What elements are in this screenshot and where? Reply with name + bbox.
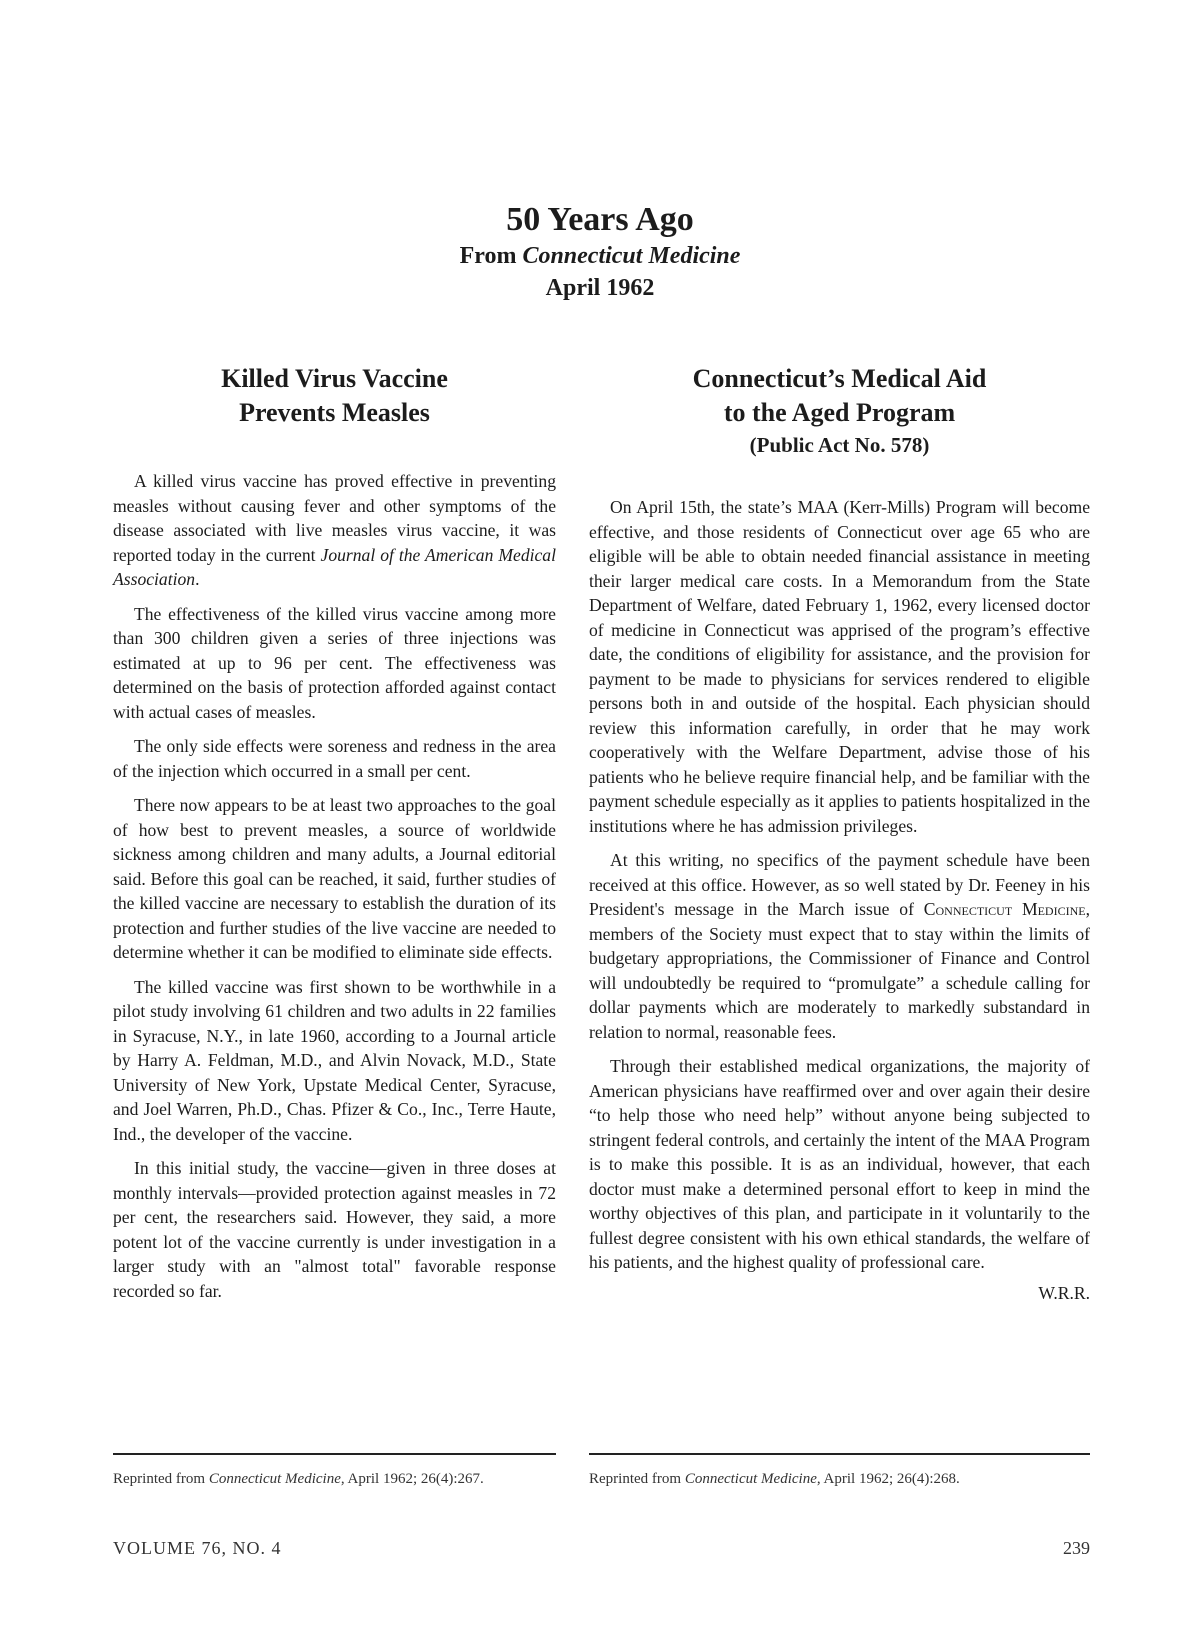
- left-reprint-prefix: Reprinted from: [113, 1471, 209, 1487]
- left-reprint-note: [113, 1471, 484, 1488]
- left-heading-line2: Prevents Measles: [239, 398, 430, 427]
- source-journal: Connecticut Medicine: [522, 243, 741, 269]
- right-footnote-divider: [589, 1453, 1090, 1455]
- right-heading-line1: Connecticut’s Medical Aid: [692, 364, 987, 393]
- signature: W.R.R.: [1038, 1282, 1090, 1303]
- left-footnote-divider: [113, 1453, 556, 1455]
- page-header: [0, 200, 1200, 304]
- right-reprint-suffix: , April 1962; 26(4):268.: [816, 1471, 960, 1487]
- left-reprint-suffix: , April 1962; 26(4):267.: [340, 1471, 484, 1487]
- right-article-heading: [589, 362, 1090, 495]
- volume-label: VOLUME 76, NO. 4: [113, 1538, 282, 1558]
- right-reprint-prefix: Reprinted from: [589, 1471, 685, 1487]
- right-subheading: (Public Act No. 578): [749, 433, 930, 457]
- page-number: 239: [1063, 1538, 1090, 1558]
- left-article: [113, 362, 556, 1313]
- right-heading-line2: to the Aged Program: [723, 398, 956, 427]
- left-p1-end: .: [195, 569, 200, 589]
- page-title: 50 Years Ago: [506, 201, 694, 238]
- right-p2-journal: Connecticut Medicine: [923, 899, 1086, 919]
- right-article: [589, 362, 1090, 1305]
- left-paragraph-6: In this initial study, the vaccine—given in three doses at monthly intervals—provided protection against measles in 72 per cent, the researchers said. However, they said, a more potent lot of the vaccine currently is under investigation in a larger study with an "almost total" favorable response recorded so far.: [113, 1158, 556, 1301]
- left-paragraph-2: The effectiveness of the killed virus vaccine among more than 300 children given a series of three injections was estimated at up to 96 per cent. The effectiveness was determined on the basis of protection afforded against contact with actual cases of measles.: [113, 603, 556, 722]
- left-heading-line1: Killed Virus Vaccine: [221, 364, 448, 393]
- left-paragraph-4: There now appears to be at least two approaches to the goal of how best to prevent measles, a source of worldwide sickness among children and many adults, a Journal editorial said. Before this goal can be reached, it said, further studies of the killed vaccine are necessary to establish the duration of its protection and further studies of the live vaccine are needed to determine whether it can be modified to eliminate side effects.: [113, 795, 556, 962]
- source-prefix: From: [459, 243, 523, 269]
- right-reprint-note: [589, 1471, 960, 1488]
- source-date: April 1962: [545, 275, 655, 301]
- right-paragraph-2: [589, 848, 1090, 1044]
- left-reprint-journal: Connecticut Medicine: [208, 1471, 341, 1487]
- left-paragraph-1: [113, 469, 556, 592]
- right-reprint-journal: Connecticut Medicine: [684, 1471, 817, 1487]
- left-paragraph-3: The only side effects were soreness and redness in the area of the injection which occurred in a small per cent.: [113, 736, 556, 781]
- left-article-heading: [113, 362, 556, 469]
- right-paragraph-1: On April 15th, the state’s MAA (Kerr-Mills) Program will become effective, and those residents of Connecticut over age 65 who are eligible will be able to obtain needed financial assistance in meeting their larger medical care costs. In a Memorandum from the State Department of Welfare, dated February 1, 1962, every licensed doctor of medicine in Connecticut was apprised of the program’s effective date, the conditions of eligibility for assistance, and the provision for payment to be made to physicians for services rendered to eligible persons both in and outside of the hospital. Each physician should review this information carefully, in order that he may work cooperatively with the Welfare Department, advise those of his patients who he believe require financial help, and be familiar with the payment schedule especially as it applies to patients hospitalized in the institutions where he has admission privileges.: [589, 497, 1090, 836]
- source-line: [0, 240, 1200, 272]
- left-p1-journal: Journal of the American Medical Association: [113, 544, 556, 589]
- left-p1-text: A killed virus vaccine has proved effective in preventing measles without causing fever and other symptoms of the disease associated with live measles virus vaccine, it was reported today in the current: [113, 471, 556, 565]
- right-p2-end: , members of the Society must expect that to stay within the limits of budgetary appropriations, the Commissioner of Finance and Control will undoubtedly be required to “promulgate” a schedule calling for dollar payments which are moderately to markedly substandard in relation to normal, reasonable fees.: [589, 899, 1090, 1042]
- right-paragraph-3: Through their established medical organizations, the majority of American physicians have reaffirmed over and over again their desire “to help those who need help” without anyone being subjected to stringent federal controls, and certainly the intent of the MAA Program is to make this possible. It is as an individual, however, that each doctor must make a determined personal effort to keep in mind the worthy objectives of this plan, and participate in it voluntarily to the fullest degree consistent with his own ethical standards, the welfare of his patients, and the highest quality of professional care.: [589, 1056, 1090, 1272]
- right-p2-start: At this writing, no specifics of the payment schedule have been received at this office. However, as so well stated by Dr. Feeney in his President's message in the March issue of: [589, 850, 1090, 919]
- left-paragraph-5: The killed vaccine was first shown to be worthwhile in a pilot study involving 61 children and two adults in 22 families in Syracuse, N.Y., in late 1960, according to a Journal article by Harry A. Feldman, M.D., and Alvin Novack, M.D., State University of New York, Upstate Medical Center, Syracuse, and Joel Warren, Ph.D., Chas. Pfizer & Co., Inc., Terre Haute, Ind., the developer of the vaccine.: [113, 976, 556, 1144]
